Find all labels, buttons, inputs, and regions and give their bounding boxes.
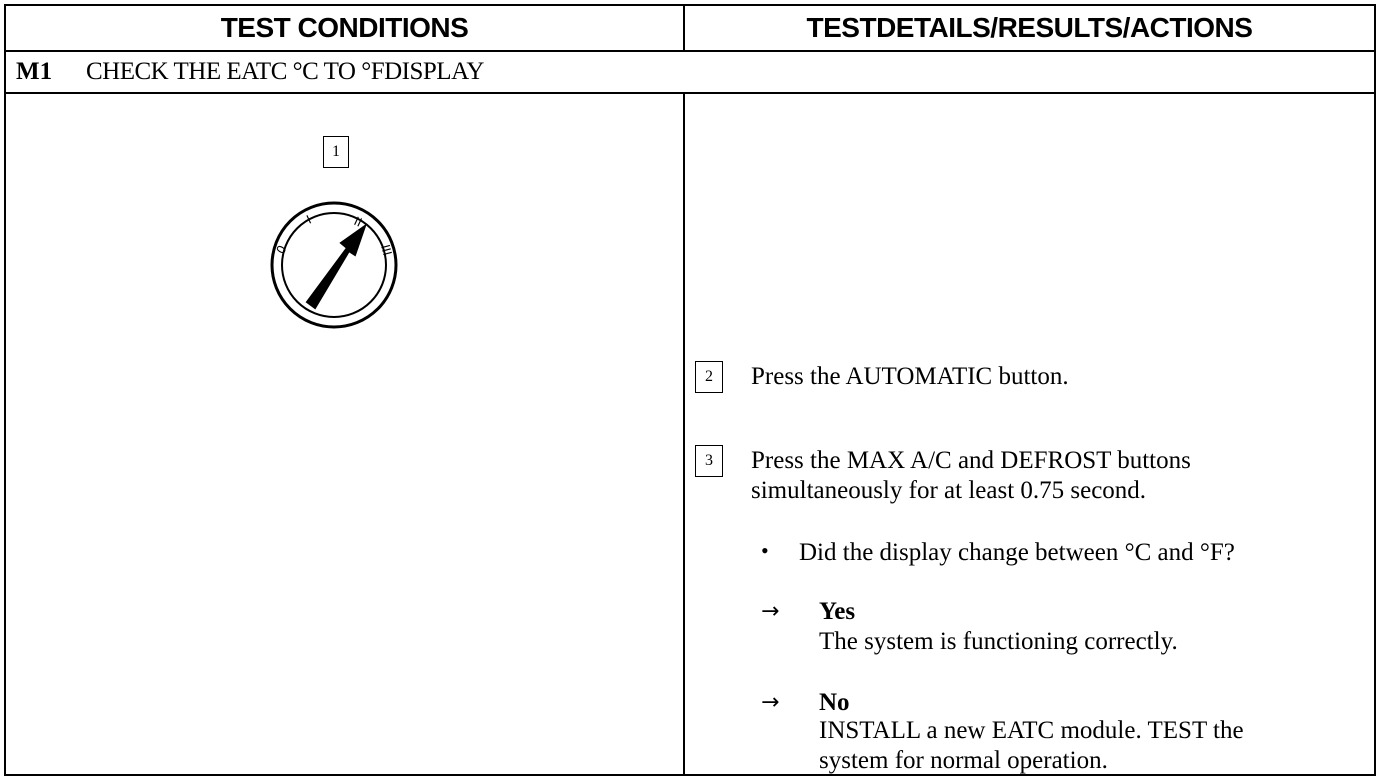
step-2-text: Press the AUTOMATIC button. [751,363,1069,390]
arrow-right-icon: → [761,690,780,715]
dial-label-1: I [304,212,314,227]
no-text-line-1: INSTALL a new EATC module. TEST the [819,717,1244,744]
bullet-icon: • [761,538,769,563]
test-procedure-table [4,4,1376,776]
step-title: CHECK THE EATC °C TO °FDISPLAY [86,58,484,85]
dial-label-2: II [351,214,365,230]
yes-text: The system is functioning correctly. [819,628,1178,655]
no-label: No [819,689,850,716]
header-test-details: TESTDETAILS/RESULTS/ACTIONS [806,12,1253,43]
conditions-column [6,94,683,776]
dial-label-0: 0 [273,242,290,257]
table-header [6,6,1374,52]
step-heading [6,52,1374,94]
step-number-box-1: 1 [323,136,349,168]
dial-label-3: III [378,243,395,258]
ignition-key-icon [249,180,419,350]
arrow-right-icon: → [761,599,780,624]
step-3-line-1: Press the MAX A/C and DEFROST buttons [751,447,1191,474]
step-id: M1 [16,58,53,85]
header-test-conditions: TEST CONDITIONS [220,12,469,43]
step-number-box-3: 3 [695,445,723,477]
yes-label: Yes [819,598,856,625]
details-column [685,94,1374,776]
question-text: Did the display change between °C and °F? [799,539,1235,566]
step-number-box-2: 2 [695,361,723,393]
no-text-line-2: system for normal operation. [819,747,1108,774]
step-3-line-2: simultaneously for at least 0.75 second. [751,477,1147,504]
